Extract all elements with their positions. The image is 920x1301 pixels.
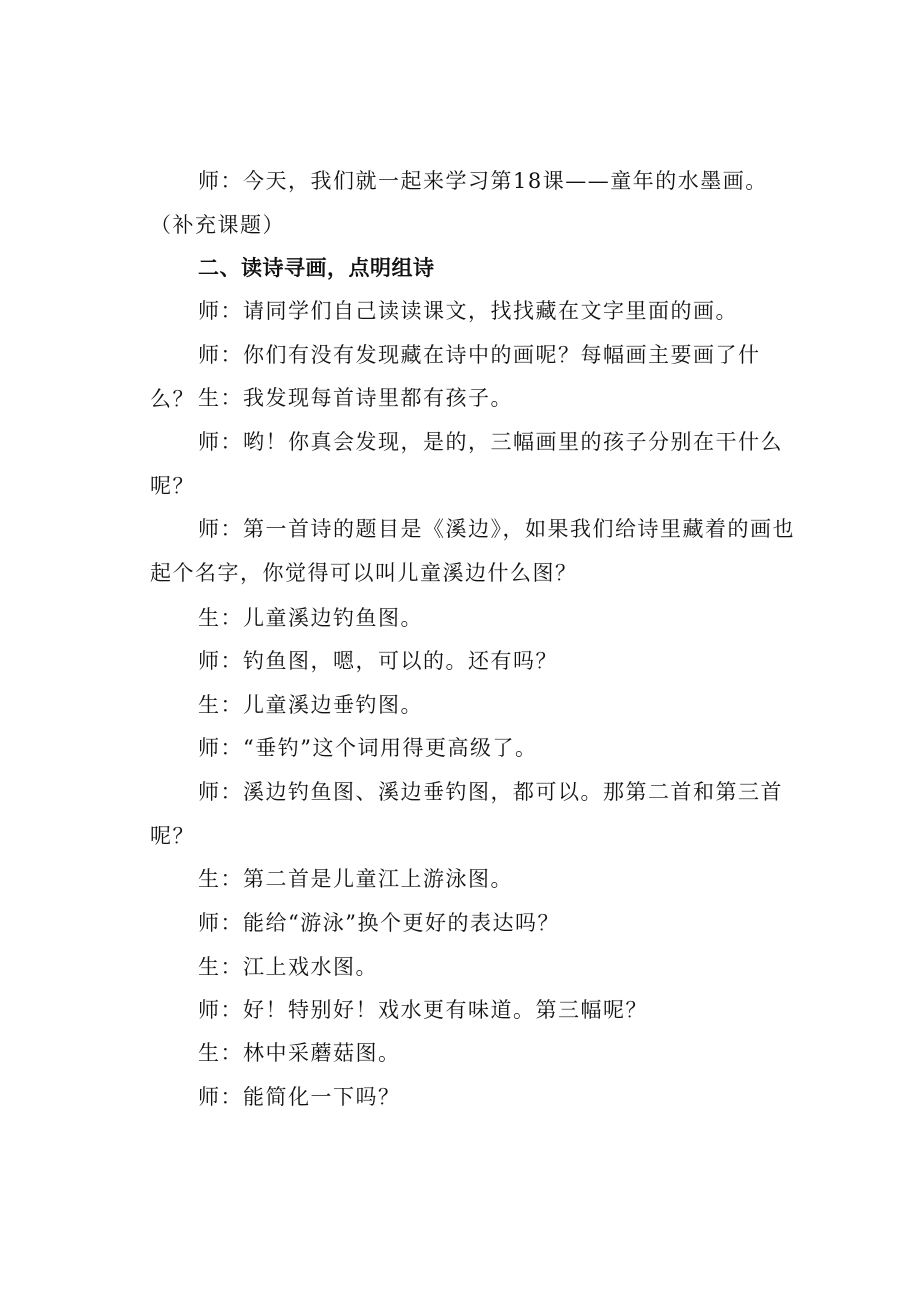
paragraph: 生：我发现每首诗里都有孩子。 xyxy=(198,386,513,410)
paragraph: 生：儿童溪边垂钓图。 xyxy=(198,693,423,717)
paragraph: 师：请同学们自己读读课文，找找藏在文字里面的画。 xyxy=(198,299,738,323)
paragraph: 师：钓鱼图，嗯，可以的。还有吗？ xyxy=(198,649,558,673)
paragraph: 师：能给“游泳”换个更好的表达吗？ xyxy=(198,911,560,935)
paragraph: 生：江上戏水图。 xyxy=(198,955,378,979)
paragraph: 师：溪边钓鱼图、溪边垂钓图，都可以。那第二首和第三首呢？ xyxy=(150,780,783,848)
paragraph-intro: 师：今天，我们就一起来学习第18课——童年的水墨画。（补充课题） xyxy=(150,169,768,237)
paragraph: 师：你们有没有发现藏在诗中的画呢？每幅画主要画了什么？ xyxy=(150,343,761,411)
paragraph: 生：儿童溪边钓鱼图。 xyxy=(198,606,423,630)
section-heading: 二、读诗寻画，点明组诗 xyxy=(198,256,435,280)
paragraph: 生：林中采蘑菇图。 xyxy=(198,1041,401,1065)
paragraph: 师：好！特别好！戏水更有味道。第三幅呢？ xyxy=(198,998,648,1022)
paragraph: 师：哟！你真会发现，是的，三幅画里的孩子分别在干什么呢？ xyxy=(150,430,783,498)
paragraph: 师：能简化一下吗？ xyxy=(198,1085,401,1109)
paragraph: 师：第一首诗的题目是《溪边》，如果我们给诗里藏着的画也起个名字，你觉得可以叫儿童溪边什么图？ xyxy=(150,517,795,585)
paragraph: 生：第二首是儿童江上游泳图。 xyxy=(198,867,513,891)
paragraph: 师：“垂钓”这个词用得更高级了。 xyxy=(198,736,538,760)
